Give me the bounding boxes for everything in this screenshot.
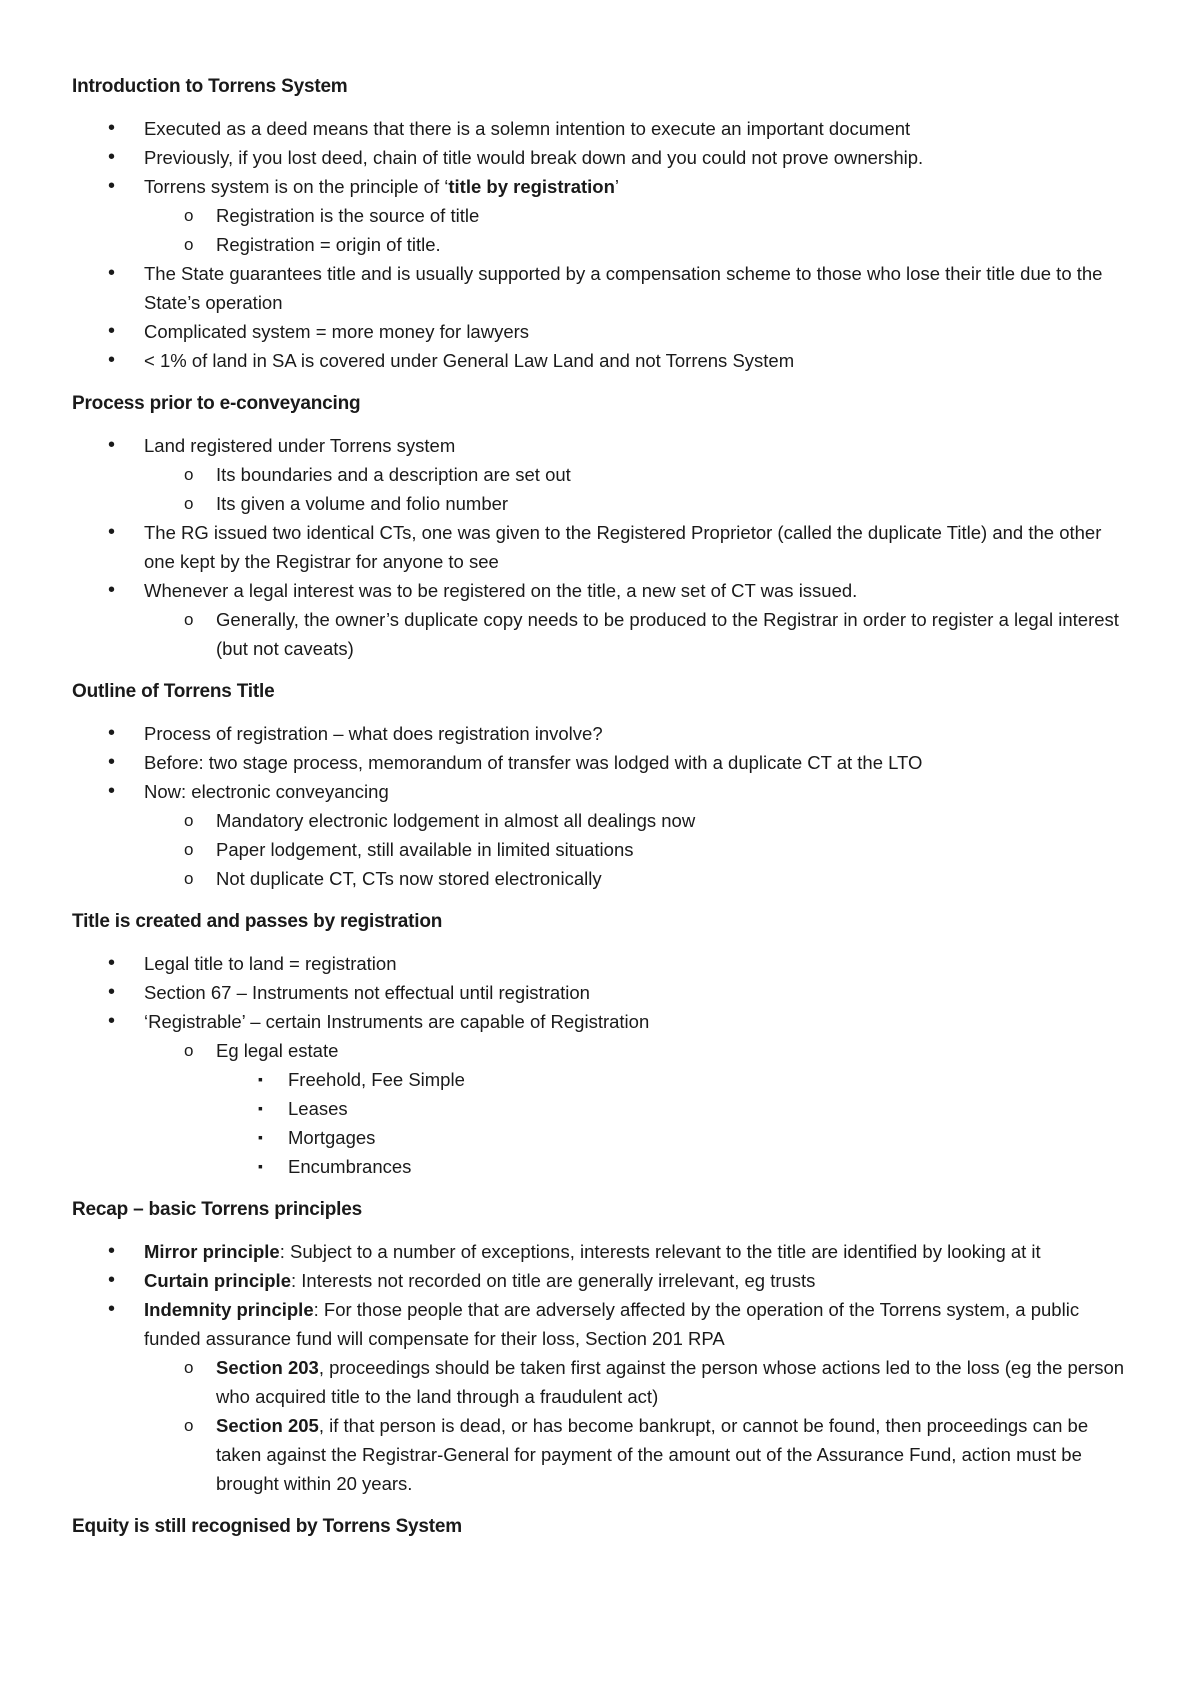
bullet-list-level-2 (72, 460, 1137, 518)
bullet-list-level-3 (216, 1065, 1137, 1181)
bullet-square: ▪ (258, 1129, 263, 1145)
bold-term: Curtain principle (144, 1270, 291, 1291)
section-heading: Outline of Torrens Title (72, 681, 275, 702)
list-item-text: Before: two stage process, memorandum of transfer was lodged with a duplicate CT at the LTO (144, 752, 923, 773)
list-item (72, 1007, 1137, 1181)
list-item-text: Previously, if you lost deed, chain of title would break down and you could not prove ownership. (144, 147, 924, 168)
bullet-dot: • (108, 722, 116, 744)
bullet-circle: o (184, 465, 194, 484)
bullet-dot: • (108, 175, 116, 197)
list-item (72, 1237, 1137, 1266)
list-item-text: Its boundaries and a description are set out (216, 464, 571, 485)
bullet-circle: o (184, 206, 194, 225)
bullet-dot: • (108, 1010, 116, 1032)
list-item (72, 777, 1137, 893)
list-item-text: Encumbrances (288, 1156, 412, 1177)
bullet-dot: • (108, 579, 116, 601)
bullet-list-level-1 (72, 114, 1137, 375)
list-item (216, 1152, 1137, 1181)
list-item-text: Mandatory electronic lodgement in almost all dealings now (216, 810, 696, 831)
list-item (72, 518, 1137, 576)
section (72, 389, 1137, 663)
bullet-square: ▪ (258, 1071, 263, 1087)
bullet-dot: • (108, 1240, 116, 1262)
list-item-text: Process of registration – what does registration involve? (144, 723, 603, 744)
list-item (72, 143, 1137, 172)
list-item-text: The State guarantees title and is usually supported by a compensation scheme to those who lose their title due to the State’s operation (144, 263, 1103, 313)
text-fragment: : Interests not recorded on title are generally irrelevant, eg trusts (291, 1270, 816, 1291)
list-item-text (216, 1357, 1124, 1407)
list-item (144, 1036, 1137, 1181)
text-fragment: : For those people that are adversely affected by the operation of the Torrens system, a public funded assurance fund will compensate for their loss, Section 201 RPA (144, 1299, 1080, 1349)
list-item (72, 346, 1137, 375)
list-item (144, 460, 1137, 489)
list-item-text: ‘Registrable’ – certain Instruments are capable of Registration (144, 1011, 650, 1032)
bullet-list-level-1 (72, 431, 1137, 663)
list-item-text (144, 1241, 1041, 1262)
list-item-text: Leases (288, 1098, 348, 1119)
list-item (72, 317, 1137, 346)
bullet-list-level-1 (72, 1237, 1137, 1498)
list-item (144, 605, 1137, 663)
bullet-list-level-2 (72, 605, 1137, 663)
text-fragment: , proceedings should be taken first against the person whose actions led to the loss (eg the person who acquired title to the land through a fraudulent act) (216, 1357, 1125, 1407)
section-heading: Introduction to Torrens System (72, 76, 348, 97)
list-item-text: Its given a volume and folio number (216, 493, 509, 514)
list-item-text: Complicated system = more money for lawyers (144, 321, 530, 342)
bullet-circle: o (184, 494, 194, 513)
list-item (72, 978, 1137, 1007)
list-item-text (144, 1299, 1079, 1349)
list-item (72, 949, 1137, 978)
list-item (144, 835, 1137, 864)
list-item (144, 1353, 1137, 1411)
list-item (216, 1123, 1137, 1152)
bullet-dot: • (108, 146, 116, 168)
bullet-dot: • (108, 521, 116, 543)
bullet-dot: • (108, 434, 116, 456)
section-heading: Title is created and passes by registration (72, 911, 443, 932)
section (72, 72, 1137, 375)
list-item-text: Now: electronic conveyancing (144, 781, 389, 802)
list-item (144, 201, 1137, 230)
list-item-text: The RG issued two identical CTs, one was given to the Registered Proprietor (called the duplicate Title) and the other one kept by the Registrar for anyone to see (144, 522, 1102, 572)
bold-term: Mirror principle (144, 1241, 280, 1262)
bold-term: Section 203 (216, 1357, 319, 1378)
list-item (72, 1266, 1137, 1295)
bullet-circle: o (184, 235, 194, 254)
bullet-circle: o (184, 1041, 194, 1060)
list-item (72, 431, 1137, 518)
bullet-square: ▪ (258, 1100, 263, 1116)
list-item-text: < 1% of land in SA is covered under General Law Land and not Torrens System (144, 350, 795, 371)
section-heading: Process prior to e-conveyancing (72, 393, 361, 414)
list-item-text: Freehold, Fee Simple (288, 1069, 465, 1090)
list-item (72, 1295, 1137, 1498)
bullet-circle: o (184, 811, 194, 830)
list-item (72, 748, 1137, 777)
list-item (144, 864, 1137, 893)
list-item-text: Registration = origin of title. (216, 234, 441, 255)
document-page (72, 72, 1137, 1554)
list-item-text (144, 176, 619, 197)
list-item (144, 806, 1137, 835)
list-item-text: Section 67 – Instruments not effectual until registration (144, 982, 590, 1003)
section-heading: Equity is still recognised by Torrens System (72, 1516, 462, 1537)
bullet-dot: • (108, 780, 116, 802)
list-item (144, 230, 1137, 259)
list-item-text (216, 1415, 1088, 1494)
section (72, 677, 1137, 893)
list-item-text: Generally, the owner’s duplicate copy needs to be produced to the Registrar in order to register a legal interest (but not caveats) (216, 609, 1119, 659)
list-item (72, 114, 1137, 143)
bullet-list-level-2 (72, 806, 1137, 893)
bullet-list-level-1 (72, 719, 1137, 893)
list-item-text (144, 1270, 815, 1291)
list-item (216, 1094, 1137, 1123)
section-heading: Recap – basic Torrens principles (72, 1199, 362, 1220)
list-item (216, 1065, 1137, 1094)
section (72, 1195, 1137, 1498)
bullet-dot: • (108, 1298, 116, 1320)
list-item (72, 719, 1137, 748)
list-item-text: Land registered under Torrens system (144, 435, 456, 456)
bullet-list-level-2 (72, 201, 1137, 259)
bullet-list-level-2 (72, 1036, 1137, 1181)
bullet-list-level-1 (72, 949, 1137, 1181)
bullet-dot: • (108, 349, 116, 371)
bold-term: Indemnity principle (144, 1299, 314, 1320)
list-item-text: Mortgages (288, 1127, 376, 1148)
bullet-dot: • (108, 262, 116, 284)
bullet-square: ▪ (258, 1158, 263, 1174)
list-item-text: Eg legal estate (216, 1040, 339, 1061)
text-fragment: , if that person is dead, or has become bankrupt, or cannot be found, then proceedings can be taken against the Registrar-General for payment of the amount out of the Assurance Fund, action must be brought within 20 years. (216, 1415, 1089, 1494)
bullet-dot: • (108, 117, 116, 139)
list-item-text: Paper lodgement, still available in limited situations (216, 839, 634, 860)
bullet-circle: o (184, 869, 194, 888)
list-item-text: Legal title to land = registration (144, 953, 397, 974)
list-item (72, 259, 1137, 317)
text-fragment: ’ (614, 176, 620, 197)
bullet-circle: o (184, 610, 194, 629)
list-item (144, 489, 1137, 518)
bullet-circle: o (184, 1416, 194, 1435)
bullet-dot: • (108, 952, 116, 974)
bullet-list-level-2 (72, 1353, 1137, 1498)
text-fragment: Torrens system is on the principle of ‘ (144, 176, 449, 197)
list-item (72, 172, 1137, 259)
bullet-circle: o (184, 1358, 194, 1377)
list-item-text: Whenever a legal interest was to be registered on the title, a new set of CT was issued. (144, 580, 858, 601)
bullet-dot: • (108, 1269, 116, 1291)
section (72, 907, 1137, 1181)
section (72, 1512, 1137, 1542)
text-fragment: : Subject to a number of exceptions, interests relevant to the title are identified by looking at it (279, 1241, 1041, 1262)
bullet-circle: o (184, 840, 194, 859)
list-item (72, 576, 1137, 663)
list-item (144, 1411, 1137, 1498)
bold-term: title by registration (448, 176, 615, 197)
bold-term: Section 205 (216, 1415, 319, 1436)
bullet-dot: • (108, 320, 116, 342)
list-item-text: Executed as a deed means that there is a solemn intention to execute an important document (144, 118, 911, 139)
list-item-text: Not duplicate CT, CTs now stored electronically (216, 868, 602, 889)
list-item-text: Registration is the source of title (216, 205, 480, 226)
bullet-dot: • (108, 981, 116, 1003)
bullet-dot: • (108, 751, 116, 773)
